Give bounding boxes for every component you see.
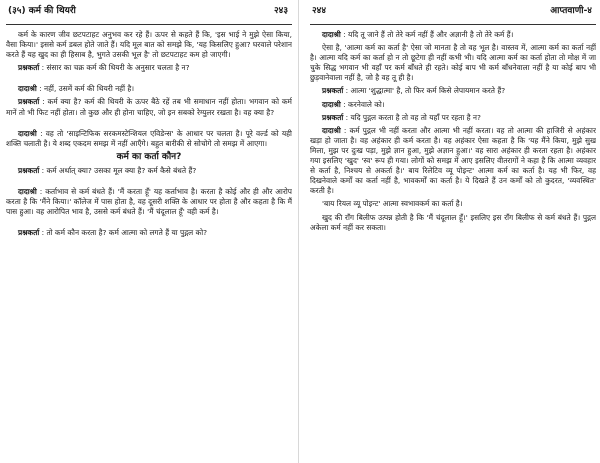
left-page-header — [6, 0, 292, 22]
paragraph: कर्म के कारण जीव छटपटाहट अनुभव कर रहे हैं। ऊपर से कहते हैं कि, 'इस भाई ने मुझे ऐसा किया, वैसा किया।' इससे कर्म डबल होते जाते हैं। यदि मूल बात को समझे कि, 'यह किसलिए हुआ? घरवाले परेशान करते हैं यह खुद का ही हिसाब है, भुगते उसकी भूल है' तो छटपटाहट कम हो जाएगी। — [6, 30, 292, 60]
left-page-chapter-title: (३५) कर्म की थियरी — [8, 6, 76, 16]
right-page — [310, 0, 596, 463]
paragraph: 'बाय रियल व्यू पोइन्ट' आत्मा स्वभावकर्म का कर्ता है। — [322, 199, 463, 209]
answer-paragraph: दादाश्री : यदि तू जाने हैं तो तेरे कर्म नहीं हैं और अज्ञानी है तो तेरे कर्म हैं। — [322, 30, 514, 39]
answer-paragraph: दादाश्री : वह तो 'साइन्टिफिक सरकमस्टेन्शियल एविडेन्स' के आधार पर चलता है। पूरे वर्ल्ड को यही शक्ति चलाती है। ये शब्द एकदम समझ में नहीं आएँगे। बहुत बारीकी से सोचोगे तो समझ में आएगा। — [6, 128, 292, 148]
speaker-label: प्रश्नकर्ता — [18, 165, 40, 175]
paragraph: ऐसा है, 'आत्मा कर्म का कर्ता है' ऐसा जो मानता है तो वह भूल है। वास्तव में, आत्मा कर्म का कर्ता नहीं है। आत्मा यदि कर्म का कर्ता हो न तो छूटेगा ही नहीं कभी भी। यदि आत्मा कर्म का कर्ता होता तो मोक्ष में जा चुके सिद्ध भगवान भी वहाँ पर कर्म बाँधते ही रहते। कोई बाप भी कर्म बाँधनेवाला नहीं है या कोई बाप भी छुड़वानेवाला नहीं है, जो है वह तू ही है। — [310, 43, 596, 83]
speaker-label: दादाश्री — [322, 125, 341, 135]
paragraph: खुद की रॉंग बिलीफ उत्पन्न होती है कि 'मैं चंदूलाल हूँ।' इसलिए इस रॉंग बिलीफ से कर्म बंधते हैं। पुद्गल अकेला कर्म नहीं कर सकता। — [310, 212, 596, 232]
question-paragraph: प्रश्नकर्ता : यदि पुद्गल करता है तो वह तो यहाँ पर रहता है न? — [322, 112, 481, 122]
page-gutter — [298, 0, 299, 463]
question-paragraph: प्रश्नकर्ता : कर्म क्या है? कर्म की थियरी के ऊपर बैठे रहें तब भी समाधान नहीं होता। भगवान को कर्म मानें तो भी फिट नहीं होता। तो कुछ और ही होना चाहिए, जो इन सबको रेग्युलर रखता है। वह क्या है? — [6, 97, 292, 117]
speaker-label: प्रश्नकर्ता — [18, 228, 40, 238]
speaker-label: दादाश्री — [18, 128, 37, 138]
section-title: कर्म का कर्ता कौन? — [116, 151, 182, 162]
speaker-label: दादाश्री — [322, 30, 341, 39]
question-paragraph: प्रश्नकर्ता : तो कर्म कौन करता है? कर्म आत्मा को लगते हैं या पुद्गल को? — [18, 228, 208, 238]
right-page-book-title: आप्तवाणी-४ — [550, 6, 592, 16]
left-page — [6, 0, 292, 463]
speaker-label: दादाश्री — [18, 84, 37, 94]
answer-paragraph: दादाश्री : करनेवाले को। — [322, 99, 385, 109]
speaker-label: प्रश्नकर्ता — [18, 63, 40, 73]
left-page-number: २४३ — [273, 6, 288, 16]
answer-paragraph: दादाश्री : कर्ताभाव से कर्म बंधते हैं। 'मैं करता हूँ' यह कर्ताभाव है। करता है कोई और ही और आरोप करता है कि 'मैंने किया।' कॉलेज में पास होता है, वह दूसरी शक्ति के आधार पर होता है और कहता है कि मैं पास हुआ। वह आरोपित भाव है, उससे कर्म बंधते हैं। 'मैं चंदूलाल हूँ' वही कर्म है। — [6, 187, 292, 217]
question-paragraph: प्रश्नकर्ता : संसार का चक्र कर्म की थियरी के अनुसार चलता है न? — [18, 63, 190, 73]
speaker-label: दादाश्री — [322, 99, 341, 109]
right-page-header — [310, 0, 596, 22]
speaker-label: दादाश्री — [18, 187, 37, 197]
question-paragraph: प्रश्नकर्ता : आत्मा 'शुद्धात्मा' है, तो फिर कर्म किसे लेपायमान करते हैं? — [322, 86, 506, 96]
speaker-label: प्रश्नकर्ता — [322, 86, 344, 96]
speaker-label: प्रश्नकर्ता — [18, 97, 40, 107]
speaker-label: प्रश्नकर्ता — [322, 112, 344, 122]
header-rule — [310, 24, 596, 25]
left-page-body — [6, 30, 292, 241]
right-page-number: २४४ — [312, 6, 327, 16]
answer-paragraph: दादाश्री : नहीं, उसमें कर्म की थियरी नहीं है। — [18, 84, 135, 94]
question-paragraph: प्रश्नकर्ता : कर्म अर्थात् क्या? उसका मूल क्या है? कर्म कैसे बंधते हैं? — [18, 165, 197, 175]
right-page-body — [310, 30, 596, 236]
answer-paragraph: दादाश्री : कर्म पुद्गल भी नहीं करता और आत्मा भी नहीं करता। वह तो आत्मा की हाजिरी से अहंकार खड़ा हो जाता है। वह अहंकार ही कर्म करता है। वह अहंकार ऐसा कहता है कि 'यह मैंने किया, मुझे सुख मिला, मुझ पर दुःख पड़ा, मुझे ज्ञान हुआ, मुझे अज्ञान हुआ।' वह सारा अहंकार ही करता रहता है। अहंकार गया इसलिए 'खुद' 'स्व' रूप ही गया। लोगों को समझ में आए इसलिए वीतरागों ने कहा है कि आत्मा व्यवहार से कर्ता है, निश्चय से अकर्ता है।' बाय रिलेटिव व्यू पोइन्ट' आत्मा कर्म का कर्ता है। यह भी फिर, वह दिखनेवाले कर्मों का कर्ता नहीं है, भावकर्मों का कर्ता है। ये दिखते हैं उन कर्मों को तो कुदरत, 'व्यवस्थित' करती है। — [310, 125, 596, 196]
header-rule — [6, 24, 292, 25]
